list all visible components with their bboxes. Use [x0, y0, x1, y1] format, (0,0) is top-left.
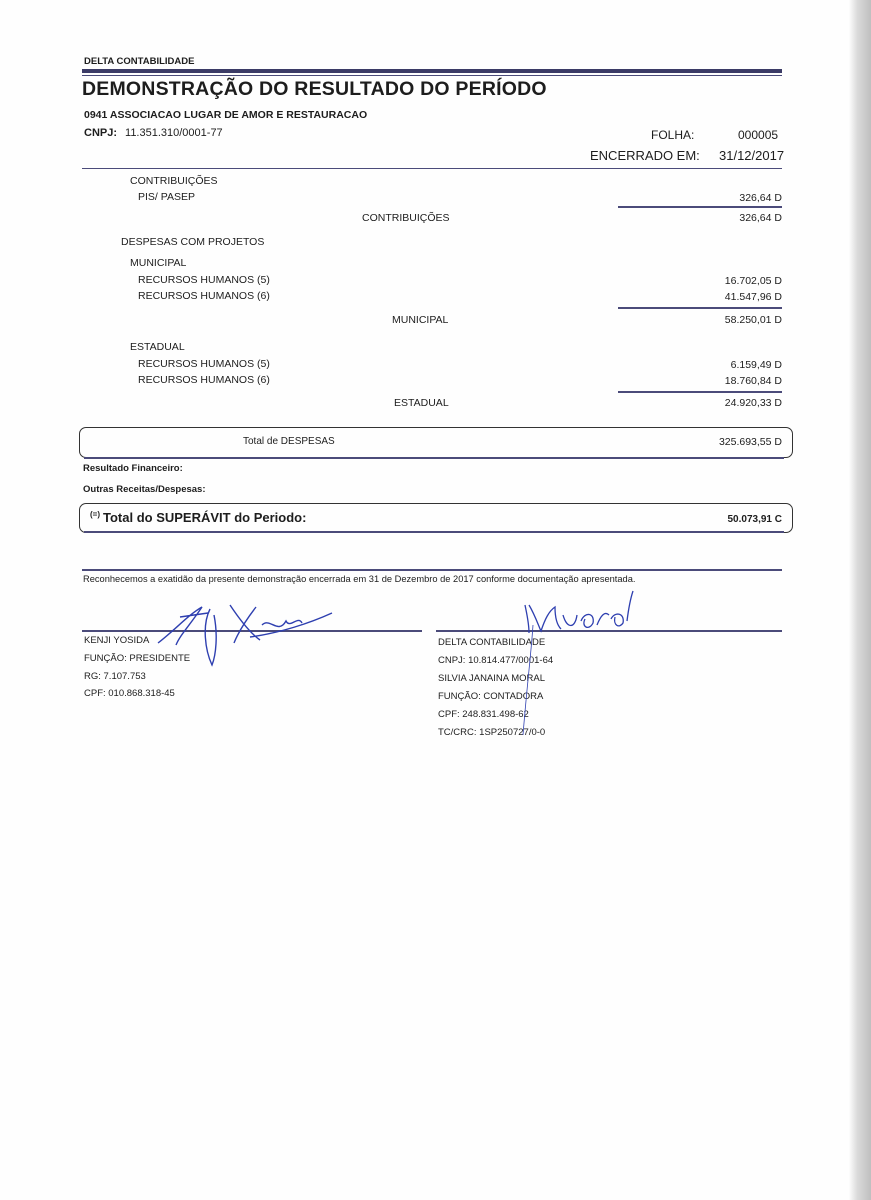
contribuicoes-heading: CONTRIBUIÇÕES [130, 175, 218, 187]
left-signatory-rg: RG: 7.107.753 [84, 671, 146, 682]
right-signatory-role: FUNÇÃO: CONTADORA [438, 691, 544, 702]
firm-name: DELTA CONTABILIDADE [84, 56, 195, 67]
statement-rule [82, 569, 782, 571]
municipal-subtotal-label: MUNICIPAL [392, 314, 449, 326]
estadual-subtotal-value: 24.920,33 D [724, 397, 782, 409]
total-despesas-label: Total de DESPESAS [243, 436, 335, 447]
municipal-item-label: RECURSOS HUMANOS (5) [138, 274, 270, 286]
total-box-underline [84, 457, 784, 459]
page-edge-shadow [849, 0, 871, 1200]
municipal-subtotal-value: 58.250,01 D [724, 314, 782, 326]
contribuicoes-subtotal-label: CONTRIBUIÇÕES [362, 212, 450, 224]
entity-cnpj [84, 127, 223, 139]
outras-receitas-label: Outras Receitas/Despesas: [83, 484, 206, 495]
total-despesas-value: 325.693,55 D [718, 436, 782, 448]
signature-right-scribble [505, 585, 655, 745]
estadual-subtotal-rule [618, 391, 782, 393]
municipal-item-label: RECURSOS HUMANOS (6) [138, 290, 270, 302]
header-rule [82, 69, 782, 73]
cnpj-label: CNPJ: [84, 127, 118, 139]
municipal-subtotal-rule [618, 307, 782, 309]
right-signatory-crc: TC/CRC: 1SP250727/0-0 [438, 727, 546, 738]
superavit-value: 50.073,91 C [727, 514, 782, 525]
estadual-item-label: RECURSOS HUMANOS (6) [138, 374, 270, 386]
right-signatory-cpf: CPF: 248.831.498-62 [438, 709, 529, 720]
municipal-heading: MUNICIPAL [130, 257, 187, 269]
estadual-subtotal-label: ESTADUAL [394, 397, 449, 409]
municipal-item-value: 41.547,96 D [724, 291, 782, 303]
cnpj-value: 11.351.310/0001-77 [125, 127, 223, 139]
contribuicoes-item-label: PIS/ PASEP [138, 191, 195, 203]
contribuicoes-subtotal-value: 326,64 D [739, 212, 782, 224]
estadual-heading: ESTADUAL [130, 341, 185, 353]
folha-label: FOLHA: [651, 128, 695, 142]
estadual-item-label: RECURSOS HUMANOS (5) [138, 358, 270, 370]
right-signatory-name: SILVIA JANAINA MORAL [438, 673, 546, 684]
signature-left-scribble [150, 595, 340, 675]
statement-text: Reconhecemos a exatidão da presente demonstração encerrada em 31 de Dezembro de 2017 conforme documentação apresentada. [83, 574, 636, 584]
left-signatory-role: FUNÇÃO: PRESIDENTE [84, 653, 191, 664]
left-signatory-name: KENJI YOSIDA [84, 635, 150, 646]
right-signatory-firm: DELTA CONTABILIDADE [438, 637, 546, 648]
estadual-item-value: 6.159,49 D [730, 359, 782, 371]
encerrado-label: ENCERRADO EM: [590, 148, 700, 163]
folha-value: 000005 [738, 128, 779, 142]
header-bottom-rule [82, 168, 782, 169]
contribuicoes-item-value: 326,64 D [739, 192, 782, 204]
right-signatory-cnpj: CNPJ: 10.814.477/0001-64 [438, 655, 554, 666]
encerrado-value: 31/12/2017 [719, 148, 785, 163]
superavit-label [90, 510, 306, 525]
header-rule-thin [82, 75, 782, 76]
superavit-box-underline [84, 531, 784, 533]
municipal-item-value: 16.702,05 D [724, 275, 782, 287]
resultado-financeiro-label: Resultado Financeiro: [83, 463, 183, 474]
superavit-prefix: (=) [90, 510, 100, 519]
page-title: DEMONSTRAÇÃO DO RESULTADO DO PERÍODO [82, 78, 547, 100]
entity-name: 0941 ASSOCIACAO LUGAR DE AMOR E RESTAURACAO [84, 109, 368, 121]
estadual-item-value: 18.760,84 D [724, 375, 782, 387]
left-signatory-cpf: CPF: 010.868.318-45 [84, 688, 175, 699]
superavit-text: Total do SUPERÁVIT do Periodo: [103, 510, 307, 525]
despesas-heading: DESPESAS COM PROJETOS [121, 236, 265, 248]
contribuicoes-subtotal-rule [618, 206, 782, 208]
